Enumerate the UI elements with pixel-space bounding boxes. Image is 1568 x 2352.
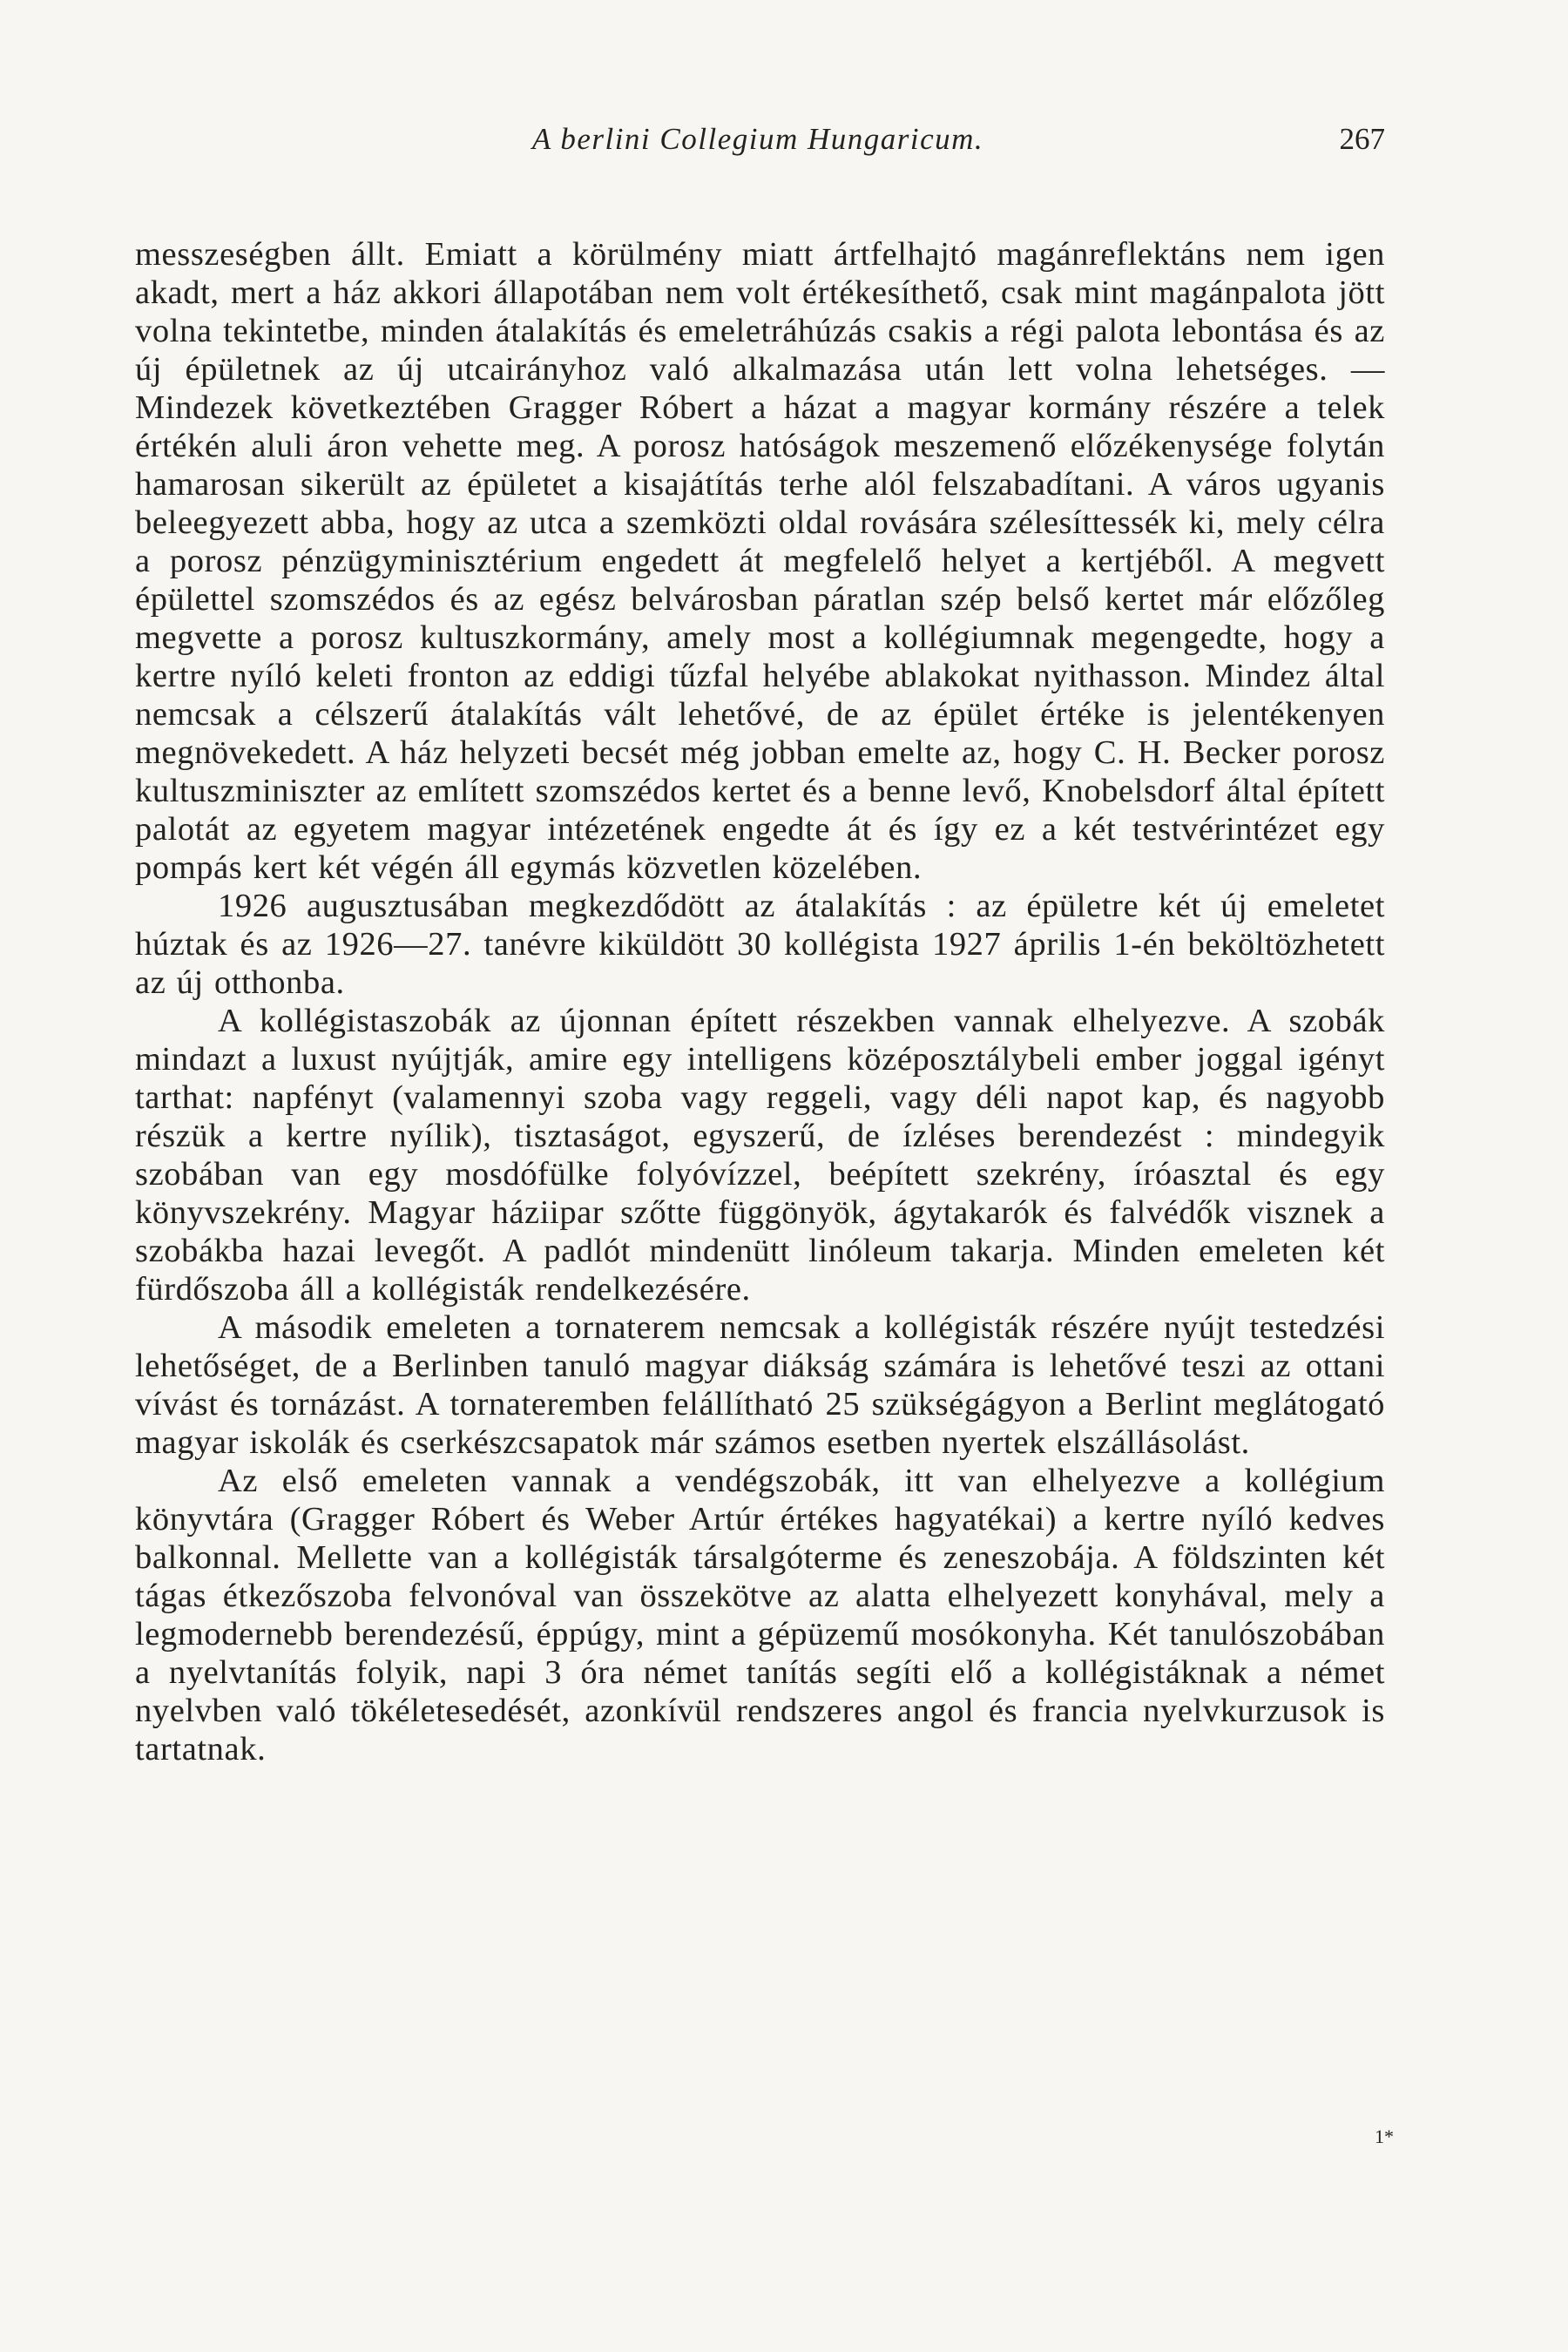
paragraph-3: A kollégistaszobák az újonnan épített részekben vannak elhelyezve. A szobák mindazt a luxust nyújtják, amire egy intelligens középosztálybeli ember joggal igényt tarthat: napfényt (valamennyi szoba vagy reggeli, vagy déli napot kap, és nagyobb részük a kertre nyílik), tisztaságot, egyszerű, de ízléses berendezést : mindegyik szobában van egy mosdófülke folyóvízzel, beépített szekrény, íróasztal és egy könyvszekrény. Magyar háziipar szőtte függönyök, ágytakarók és falvédők visznek a szobákba hazai levegőt. A padlót mindenütt linóleum takarja. Minden emeleten két fürdőszoba áll a kollégisták rendelkezésére. xyxy=(135,1003,1385,1308)
body-text xyxy=(135,235,1385,1768)
paragraph-1: messzeségben állt. Emiatt a körülmény miatt ártfelhajtó magánreflektáns nem igen akadt, mert a ház akkori állapotában nem volt értékesíthető, csak mint magánpalota jött volna tekintetbe, minden átalakítás és emeletráhúzás csakis a régi palota lebontása és az új épületnek az új utcairányhoz való alkalmazása után lett volna lehetséges. — Mindezek következtében Gragger Róbert a házat a magyar kormány részére a telek értékén aluli áron vehette meg. A porosz hatóságok meszemenő előzékenysége folytán hamarosan sikerült az épületet a kisajátítás terhe alól felszabadítani. A város ugyanis beleegyezett abba, hogy az utca a szemközti oldal rovására szélesíttessék ki, mely célra a porosz pénzügyminisztérium engedett át megfelelő helyet a kertjéből. A megvett épülettel szomszédos és az egész belvárosban páratlan szép belső kertet már előzőleg megvette a porosz kultuszkormány, amely most a kollégiumnak megengedte, hogy a kertre nyíló keleti fronton az eddigi tűzfal helyébe ablakokat nyithasson. Mindez által nemcsak a célszerű átalakítás vált lehetővé, de az épület értéke is jelentékenyen megnövekedett. A ház helyzeti becsét még jobban emelte az, hogy C. H. Becker porosz kultuszminiszter az említett szomszédos kertet és a benne levő, Knobelsdorf által épített palotát az egyetem magyar intézetének engedte át és így ez a két testvérintézet egy pompás kert két végén áll egymás közvetlen közelében. xyxy=(135,236,1385,886)
page-number: 267 xyxy=(1339,122,1385,156)
paragraph-2: 1926 augusztusában megkezdődött az átalakítás : az épületre két új emeletet húztak és az 1926—27. tanévre kiküldött 30 kollégista 1927 április 1-én beköltözhetett az új otthonba. xyxy=(135,888,1385,1001)
running-head xyxy=(131,122,1385,174)
paragraph-5: Az első emeleten vannak a vendégszobák, itt van elhelyezve a kollégium könyvtára (Gragger Róbert és Weber Artúr értékes hagyatékai) a kertre nyíló kedves balkonnal. Mellette van a kollégisták társalgóterme és zeneszobája. A földszinten két tágas étkezőszoba felvonóval van összekötve az alatta elhelyezett konyhával, mely a legmodernebb berendezésű, éppúgy, mint a gépüzemű mosókonyha. Két tanulószobában a nyelvtanítás folyik, napi 3 óra német tanítás segíti elő a kollégistáknak a német nyelvben való tökéletesedését, azonkívül rendszeres angol és francia nyelvkurzusok is tartatnak. xyxy=(135,1463,1385,1767)
paragraph-4: A második emeleten a tornaterem nemcsak a kollégisták részére nyújt testedzési lehetőséget, de a Berlinben tanuló magyar diákság számára is lehetővé teszi az ottani vívást és tornázást. A tornateremben felállítható 25 szükségágyon a Berlint meglátogató magyar iskolák és cserkészcsapatok már számos esetben nyertek elszállásolást. xyxy=(135,1309,1385,1461)
running-title: A berlini Collegium Hungaricum. xyxy=(531,122,984,156)
signature-mark: 1* xyxy=(1375,2126,1394,2147)
